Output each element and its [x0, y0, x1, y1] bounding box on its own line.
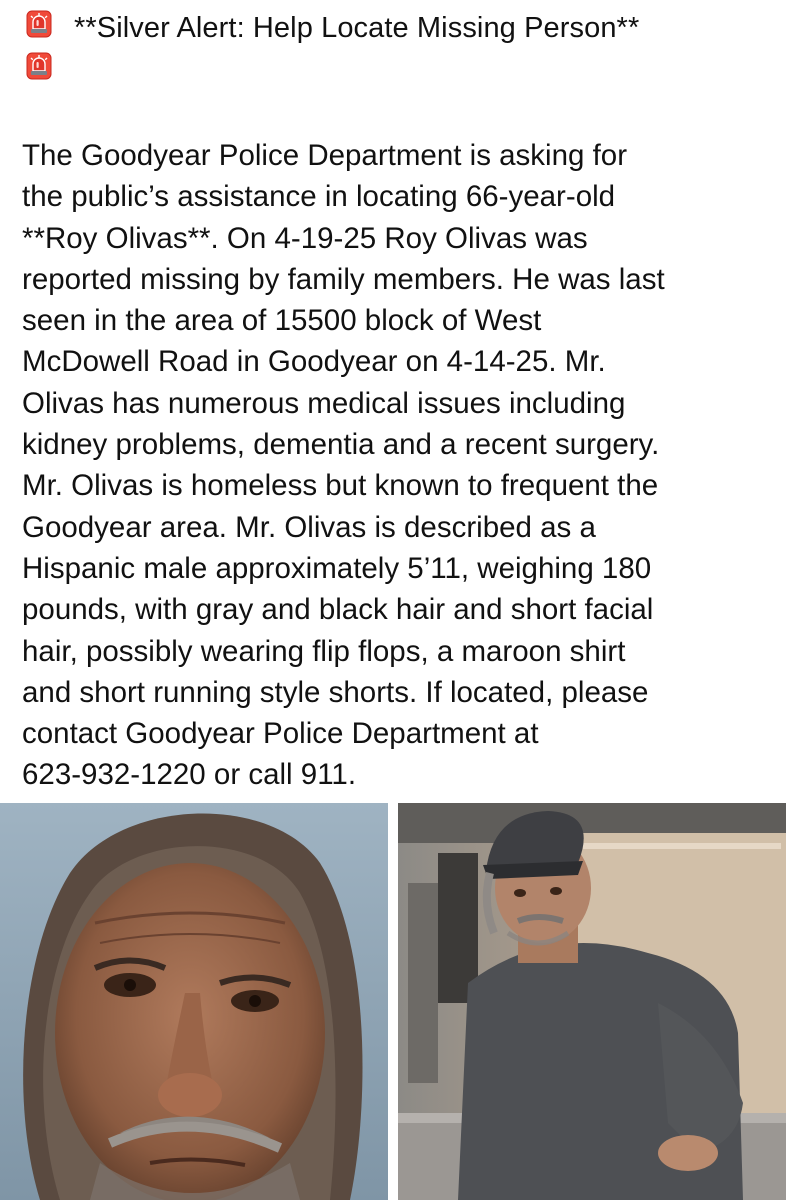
body-line: McDowell Road in Goodyear on 4-14-25. Mr.: [22, 345, 606, 379]
body-line: and short running style shorts. If located, please: [22, 675, 649, 709]
body-line: kidney problems, dementia and a recent surgery.: [22, 428, 660, 462]
body-line: Olivas has numerous medical issues including: [22, 386, 626, 420]
post-title-row: [26, 10, 766, 46]
body-line: Mr. Olivas is homeless but known to frequent the: [22, 469, 659, 503]
police-siren-icon: [26, 52, 52, 80]
body-line: hair, possibly wearing flip flops, a maroon shirt: [22, 634, 626, 668]
post-title: **Silver Alert: Help Locate Missing Person**: [74, 12, 640, 44]
body-line: Hispanic male approximately 5’11, weighing 180: [22, 551, 652, 585]
body-line: contact Goodyear Police Department at: [22, 717, 539, 751]
body-line: **Roy Olivas**. On 4-19-25 Roy Olivas was: [22, 221, 588, 255]
body-line: The Goodyear Police Department is asking for: [22, 139, 628, 172]
post-body: [22, 135, 774, 796]
police-siren-icon: [26, 10, 52, 38]
body-line: pounds, with gray and black hair and short facial: [22, 593, 654, 627]
body-line: 623-932-1220 or call 911.: [22, 758, 357, 792]
missing-person-surveillance-photo[interactable]: [398, 803, 786, 1200]
body-line: Goodyear area. Mr. Olivas is described as a: [22, 510, 596, 544]
body-line: seen in the area of 15500 block of West: [22, 304, 542, 338]
body-line: the public’s assistance in locating 66-year-old: [22, 180, 616, 214]
body-line: reported missing by family members. He was last: [22, 262, 665, 296]
missing-person-portrait-photo[interactable]: [0, 803, 388, 1200]
